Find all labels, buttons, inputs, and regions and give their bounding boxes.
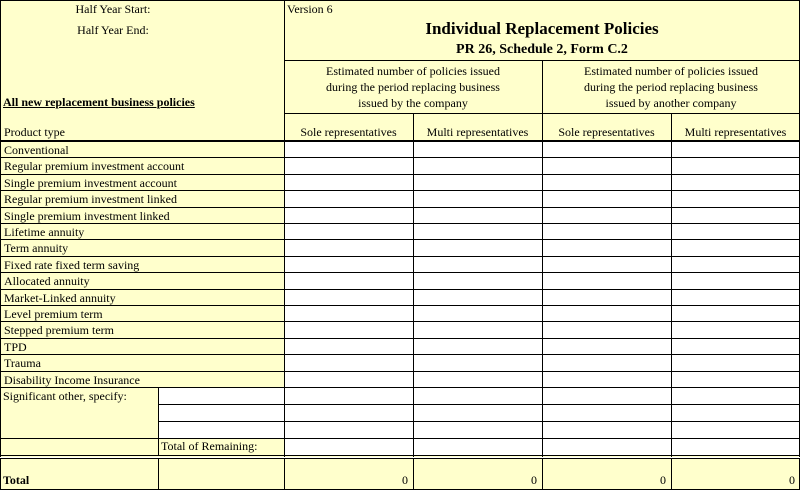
input-cell-sole-1[interactable] (284, 289, 413, 306)
input-cell-multi-2[interactable] (671, 421, 800, 439)
product-row-label: Level premium term (0, 305, 284, 322)
input-cell-multi-2[interactable] (671, 157, 800, 174)
input-cell-sole-2[interactable] (542, 305, 671, 322)
input-cell-sole-1[interactable] (284, 272, 413, 289)
input-cell-multi-1[interactable] (413, 223, 542, 240)
input-cell-sole-1[interactable] (284, 321, 413, 338)
input-cell-multi-1[interactable] (413, 421, 542, 439)
input-cell-multi-1[interactable] (413, 321, 542, 338)
group-other-line-2: during the period replacing business (584, 80, 758, 94)
input-cell-multi-2[interactable] (671, 256, 800, 273)
input-cell-sole-2[interactable] (542, 157, 671, 174)
input-cell-multi-1[interactable] (413, 371, 542, 388)
input-cell-sole-2[interactable] (542, 387, 671, 405)
input-cell-multi-2[interactable] (671, 321, 800, 338)
group-other-line-1: Estimated number of policies issued (584, 64, 758, 78)
product-row-label: Allocated annuity (0, 272, 284, 289)
input-cell-sole-2[interactable] (542, 438, 671, 455)
input-cell-sole-1[interactable] (284, 207, 413, 224)
input-cell-multi-1[interactable] (413, 190, 542, 207)
total-blank-cell (158, 458, 284, 490)
input-cell-sole-1[interactable] (284, 387, 413, 405)
input-cell-sole-2[interactable] (542, 239, 671, 256)
form-title: Individual Replacement Policies (425, 19, 659, 38)
input-cell-multi-2[interactable] (671, 223, 800, 240)
product-row-label: Lifetime annuity (0, 223, 284, 240)
input-cell-multi-2[interactable] (671, 371, 800, 388)
input-cell-multi-1[interactable] (413, 338, 542, 355)
remaining-blank-cell (0, 438, 158, 455)
input-cell-sole-1[interactable] (284, 404, 413, 422)
column-header-multi-1-label: Multi representatives (426, 125, 529, 139)
input-cell-multi-2[interactable] (671, 387, 800, 405)
input-cell-sole-2[interactable] (542, 256, 671, 273)
input-cell-multi-2[interactable] (671, 207, 800, 224)
input-cell-multi-1[interactable] (413, 289, 542, 306)
input-cell-multi-1[interactable] (413, 174, 542, 191)
specify-other-input[interactable] (158, 421, 284, 439)
input-cell-multi-1[interactable] (413, 157, 542, 174)
input-cell-multi-2[interactable] (671, 289, 800, 306)
input-cell-multi-2[interactable] (671, 174, 800, 191)
group-other-line-3: issued by another company (605, 96, 737, 110)
header-left-panel (0, 0, 284, 141)
column-header-multi-2-label: Multi representatives (684, 125, 787, 139)
input-cell-sole-1[interactable] (284, 157, 413, 174)
input-cell-multi-1[interactable] (413, 404, 542, 422)
input-cell-multi-1[interactable] (413, 239, 542, 256)
input-cell-sole-1[interactable] (284, 141, 413, 158)
product-row-label: Stepped premium term (0, 321, 284, 338)
input-cell-sole-1[interactable] (284, 239, 413, 256)
input-cell-sole-1[interactable] (284, 256, 413, 273)
input-cell-multi-2[interactable] (671, 141, 800, 158)
input-cell-sole-1[interactable] (284, 354, 413, 371)
input-cell-multi-2[interactable] (671, 190, 800, 207)
product-type-header: Product type (0, 124, 284, 141)
product-row-label: Disability Income Insurance (0, 371, 284, 388)
product-row-label: Regular premium investment account (0, 157, 284, 174)
total-of-remaining-label: Total of Remaining: (161, 439, 258, 453)
input-cell-multi-1[interactable] (413, 207, 542, 224)
product-row-label: TPD (0, 338, 284, 355)
product-row-label: Term annuity (0, 239, 284, 256)
total-value: 0 (789, 473, 795, 487)
input-cell-multi-2[interactable] (671, 404, 800, 422)
total-value: 0 (402, 473, 408, 487)
input-cell-sole-2[interactable] (542, 421, 671, 439)
input-cell-multi-1[interactable] (413, 256, 542, 273)
column-header-sole-1-label: Sole representatives (300, 125, 397, 139)
spacer-cell (413, 455, 542, 457)
column-header-sole-2-label: Sole representatives (558, 125, 655, 139)
input-cell-multi-2[interactable] (671, 338, 800, 355)
input-cell-sole-1[interactable] (284, 305, 413, 322)
input-cell-multi-1[interactable] (413, 305, 542, 322)
group-company-line-2: during the period replacing business (326, 80, 500, 94)
product-row-label: Fixed rate fixed term saving (0, 256, 284, 273)
form-subtitle: PR 26, Schedule 2, Form C.2 (456, 42, 628, 57)
input-cell-multi-1[interactable] (413, 387, 542, 405)
input-cell-sole-2[interactable] (542, 223, 671, 240)
input-cell-sole-1[interactable] (284, 190, 413, 207)
input-cell-sole-1[interactable] (284, 174, 413, 191)
input-cell-sole-1[interactable] (284, 223, 413, 240)
significant-other-label: Significant other, specify: (3, 389, 127, 403)
spacer-cell (542, 455, 671, 457)
half-year-end-label: Half Year End: (77, 23, 149, 37)
group-company-line-3: issued by the company (358, 96, 468, 110)
version-label: Version 6 (287, 2, 333, 16)
input-cell-sole-2[interactable] (542, 371, 671, 388)
header-divider (0, 140, 800, 142)
product-row-label: Trauma (0, 354, 284, 371)
product-row-label: Regular premium investment linked (0, 190, 284, 207)
spacer-cell (671, 455, 800, 457)
half-year-start-label: Half Year Start: (75, 2, 151, 16)
input-cell-sole-2[interactable] (542, 190, 671, 207)
product-row-label: Market-Linked annuity (0, 289, 284, 306)
input-cell-sole-1[interactable] (284, 438, 413, 455)
product-row-label: Single premium investment account (0, 174, 284, 191)
group-company-line-1: Estimated number of policies issued (326, 64, 500, 78)
input-cell-sole-2[interactable] (542, 338, 671, 355)
specify-other-input[interactable] (158, 387, 284, 405)
input-cell-multi-2[interactable] (671, 272, 800, 289)
input-cell-multi-2[interactable] (671, 239, 800, 256)
input-cell-multi-1[interactable] (413, 438, 542, 455)
specify-other-input[interactable] (158, 404, 284, 422)
spacer-cell (284, 455, 413, 457)
total-value: 0 (660, 473, 666, 487)
product-row-label: Conventional (0, 141, 284, 158)
input-cell-multi-2[interactable] (671, 305, 800, 322)
input-cell-sole-2[interactable] (542, 354, 671, 371)
section-label: All new replacement business policies (3, 95, 195, 109)
total-value: 0 (531, 473, 537, 487)
input-cell-multi-1[interactable] (413, 354, 542, 371)
input-cell-sole-2[interactable] (542, 272, 671, 289)
input-cell-multi-2[interactable] (671, 354, 800, 371)
input-cell-sole-2[interactable] (542, 321, 671, 338)
input-cell-sole-1[interactable] (284, 421, 413, 439)
input-cell-sole-2[interactable] (542, 404, 671, 422)
input-cell-multi-2[interactable] (671, 438, 800, 455)
spacer-row (0, 455, 284, 457)
input-cell-sole-1[interactable] (284, 371, 413, 388)
input-cell-multi-1[interactable] (413, 141, 542, 158)
input-cell-multi-1[interactable] (413, 272, 542, 289)
input-cell-sole-2[interactable] (542, 289, 671, 306)
input-cell-sole-2[interactable] (542, 141, 671, 158)
total-label: Total (3, 473, 30, 487)
input-cell-sole-1[interactable] (284, 338, 413, 355)
input-cell-sole-2[interactable] (542, 174, 671, 191)
product-row-label: Single premium investment linked (0, 207, 284, 224)
input-cell-sole-2[interactable] (542, 207, 671, 224)
